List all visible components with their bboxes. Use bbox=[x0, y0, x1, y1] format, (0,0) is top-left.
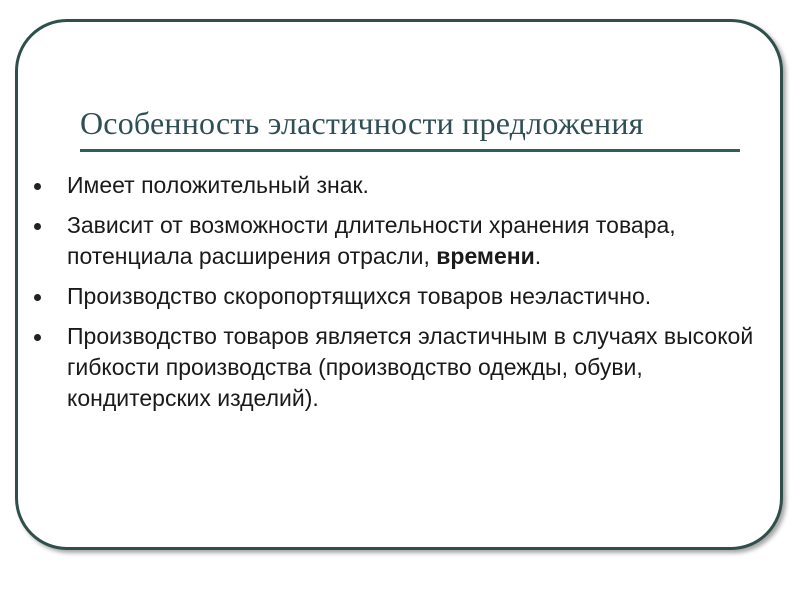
bullet-item-depends-on bbox=[32, 210, 762, 272]
bullet-text: Производство товаров является эластичным в случаях высокой гибкости производства (производство одежды, обуви, кондитерских изделий). bbox=[67, 323, 754, 411]
bullet-item-elastic-production bbox=[32, 321, 762, 414]
bullet-text: Имеет положительный знак. bbox=[67, 172, 369, 198]
title-divider bbox=[80, 149, 740, 152]
bullet-text-end: . bbox=[534, 243, 542, 269]
bullet-text: Производство скоропортящихся товаров неэластично. bbox=[67, 283, 652, 309]
bullet-item-perishable bbox=[32, 281, 762, 312]
bullet-dot-icon bbox=[34, 334, 41, 341]
bullet-item-positive-sign bbox=[32, 170, 762, 201]
slide-title: Особенность эластичности предложения bbox=[80, 105, 644, 141]
bullet-text: Зависит от возможности длительности хранения товара, потенциала расширения отрасли, bbox=[67, 212, 676, 269]
bullet-list bbox=[32, 170, 762, 423]
bullet-dot-icon bbox=[34, 223, 41, 230]
bullet-dot-icon bbox=[34, 294, 41, 301]
bullet-text-emphasis: времени bbox=[436, 243, 535, 269]
bullet-dot-icon bbox=[34, 183, 41, 190]
